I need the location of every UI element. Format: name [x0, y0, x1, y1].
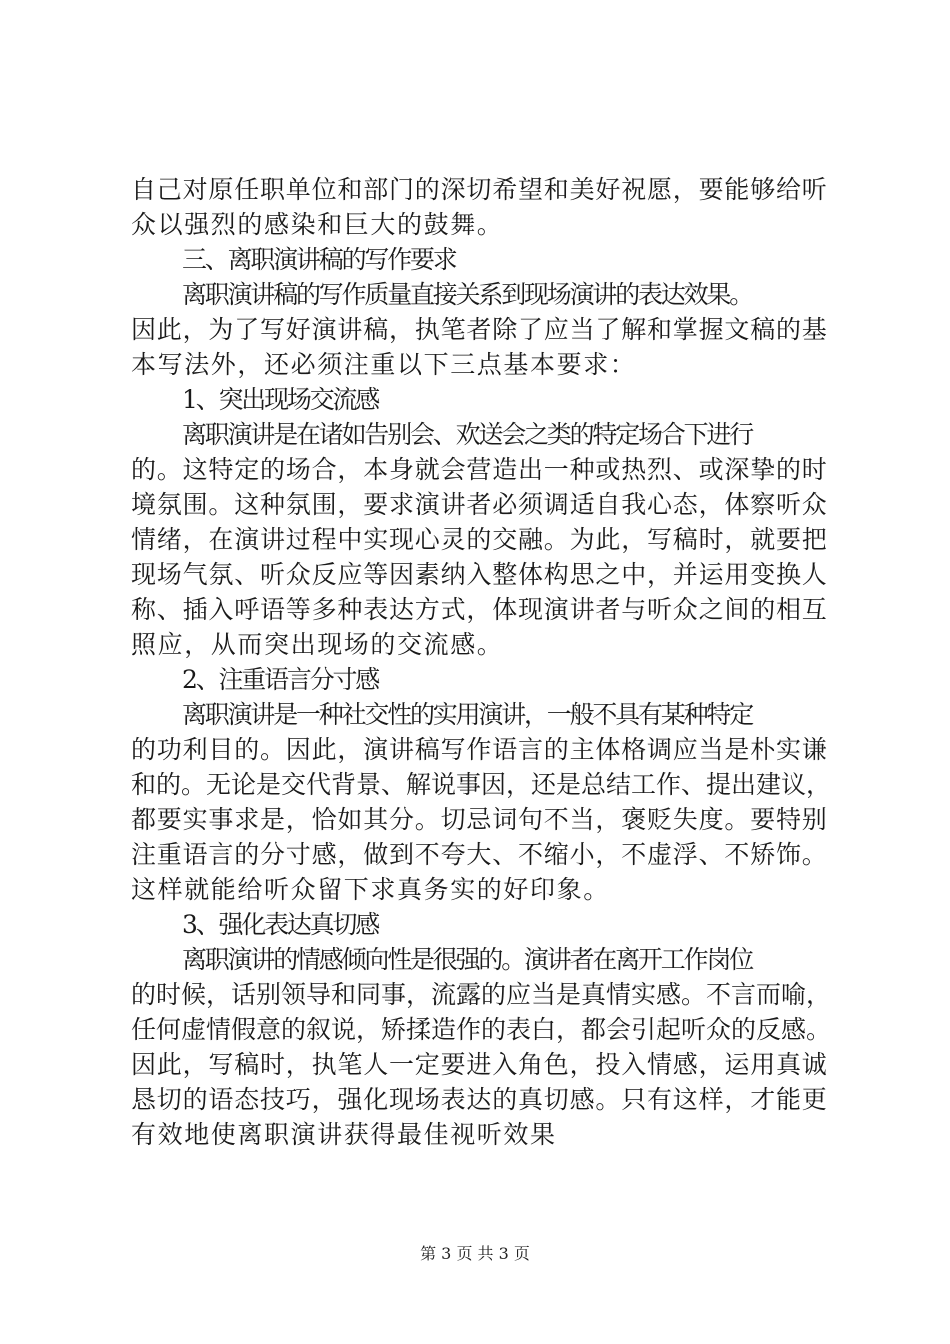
document-body	[131, 172, 831, 1152]
text-line: 离职演讲稿的写作质量直接关系到现场演讲的表达效果。	[182, 280, 753, 309]
text-line: 这样就能给听众留下求真务实的好印象。	[131, 875, 610, 904]
text-line: 离职演讲是一种社交性的实用演讲，一般不具有某种特定	[182, 700, 753, 729]
text-line: 2、注重语言分寸感	[182, 665, 379, 694]
text-line: 离职演讲是在诸如告别会、欢送会之类的特定场合下进行	[182, 420, 753, 449]
text-line: 本写法外，还必须注重以下三点基本要求：	[131, 350, 637, 379]
text-line: 照应，从而突出现场的交流感。	[131, 630, 504, 659]
text-line: 3、强化表达真切感	[182, 910, 379, 939]
text-line: 和的。无论是交代背景、解说事因，还是总结工作、提出建议，	[131, 770, 832, 799]
text-line: 的。这特定的场合，本身就会营造出一种或热烈、或深挚的时	[131, 455, 828, 484]
text-line: 离职演讲的情感倾向性是很强的。演讲者在离开工作岗位	[182, 945, 753, 974]
text-line: 三、离职演讲稿的写作要求	[182, 245, 456, 274]
text-line: 情绪，在演讲过程中实现心灵的交融。为此，写稿时，就要把	[131, 525, 828, 554]
text-line: 自己对原任职单位和部门的深切希望和美好祝愿，要能够给听	[131, 175, 828, 204]
text-line: 都要实事求是，恰如其分。切忌词句不当，褒贬失度。要特别	[131, 805, 828, 834]
text-line: 因此，写稿时，执笔人一定要进入角色，投入情感，运用真诚	[131, 1050, 828, 1079]
text-line: 的时候，话别领导和同事，流露的应当是真情实感。不言而喻，	[131, 980, 832, 1009]
text-line: 的功利目的。因此，演讲稿写作语言的主体格调应当是朴实谦	[131, 735, 828, 764]
text-line: 称、插入呼语等多种表达方式，体现演讲者与听众之间的相互	[131, 595, 828, 624]
text-line: 境氛围。这种氛围，要求演讲者必须调适自我心态，体察听众	[131, 490, 828, 519]
text-line: 众以强烈的感染和巨大的鼓舞。	[131, 210, 504, 239]
text-line: 注重语言的分寸感，做到不夸大、不缩小，不虚浮、不矫饰。	[131, 840, 828, 869]
text-line: 任何虚情假意的叙说，矫揉造作的表白，都会引起听众的反感。	[131, 1015, 832, 1044]
text-line: 1、突出现场交流感	[182, 385, 379, 414]
text-line: 因此，为了写好演讲稿，执笔者除了应当了解和掌握文稿的基	[131, 315, 828, 344]
text-line: 恳切的语态技巧，强化现场表达的真切感。只有这样，才能更	[131, 1085, 828, 1114]
page-footer: 第 3 页 共 3 页	[420, 1244, 530, 1263]
text-line: 现场气氛、听众反应等因素纳入整体构思之中，并运用变换人	[131, 560, 828, 589]
text-line: 有效地使离职演讲获得最佳视听效果	[131, 1120, 557, 1149]
